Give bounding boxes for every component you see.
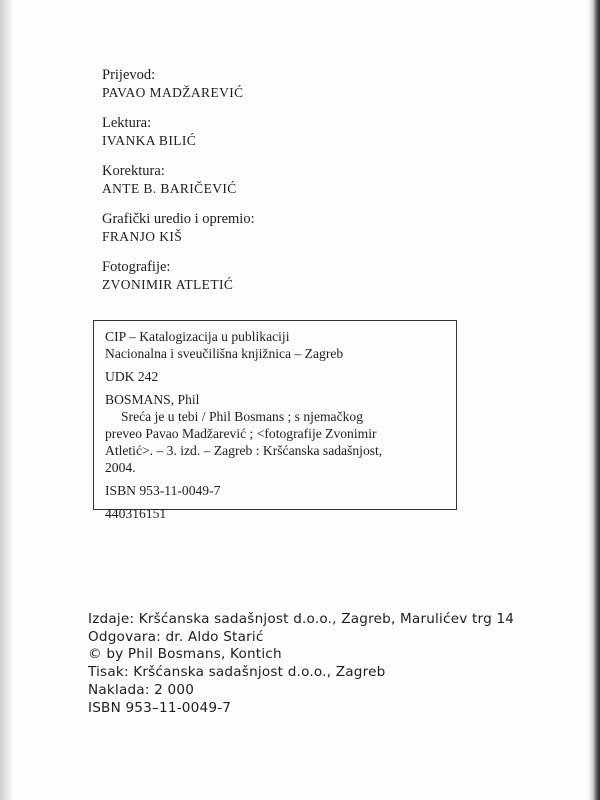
credit-value: ANTE B. BARIČEVIĆ — [102, 181, 237, 196]
cip-description-line4: 2004. — [105, 460, 136, 475]
cip-header-line2: Nacionalna i sveučilišna knjižnica – Zagreb — [105, 346, 344, 361]
cip-record-box — [93, 320, 457, 521]
credit-value: FRANJO KIŠ — [102, 229, 183, 244]
page-right-edge-shadow — [588, 0, 600, 800]
credit-photography — [102, 258, 462, 294]
credit-label: Korektura: — [102, 163, 165, 179]
credit-design — [102, 210, 462, 246]
cip-description-line2: preveo Pavao Madžarević ; <fotografije Zvonimir — [105, 426, 377, 441]
credit-label: Lektura: — [102, 115, 152, 131]
credit-label: Fotografije: — [102, 259, 171, 275]
imprint-printer: Tisak: Kršćanska sadašnjost d.o.o., Zagreb — [88, 664, 386, 681]
imprint-copyright: © by Phil Bosmans, Kontich — [88, 646, 282, 663]
cip-author: BOSMANS, Phil — [105, 392, 200, 407]
credit-value: PAVAO MADŽAREVIĆ — [102, 85, 244, 100]
imprint-print-run: Naklada: 2 000 — [88, 681, 195, 698]
cip-isbn: ISBN 953-11-0049-7 — [105, 483, 221, 498]
cip-description-line3: Atletić>. – 3. izd. – Zagreb : Kršćanska sadašnjost, — [105, 443, 383, 458]
credit-label: Grafički uredio i opremio: — [102, 211, 255, 227]
credit-label: Prijevod: — [102, 67, 156, 83]
credit-correction — [102, 162, 462, 198]
credit-translation — [102, 66, 462, 102]
page-left-edge-shadow — [0, 0, 14, 800]
credit-proofreading — [102, 114, 462, 150]
cip-udk: UDK 242 — [105, 369, 159, 384]
imprint-responsible: Odgovara: dr. Aldo Starić — [88, 628, 264, 645]
credit-value: ZVONIMIR ATLETIĆ — [102, 277, 234, 292]
credits-section — [102, 66, 462, 306]
imprint-isbn: ISBN 953–11-0049-7 — [88, 699, 232, 716]
cip-description-line1: Sreća je u tebi / Phil Bosmans ; s njemačkog — [121, 409, 364, 424]
imprint-publisher: Izdaje: Kršćanska sadašnjost d.o.o., Zagreb, Marulićev trg 14 — [88, 611, 515, 627]
cip-header-line1: CIP – Katalogizacija u publikaciji — [105, 329, 290, 344]
credit-value: IVANKA BILIĆ — [102, 133, 197, 148]
imprint-section — [88, 611, 548, 717]
cip-record-number: 440316151 — [105, 506, 167, 521]
